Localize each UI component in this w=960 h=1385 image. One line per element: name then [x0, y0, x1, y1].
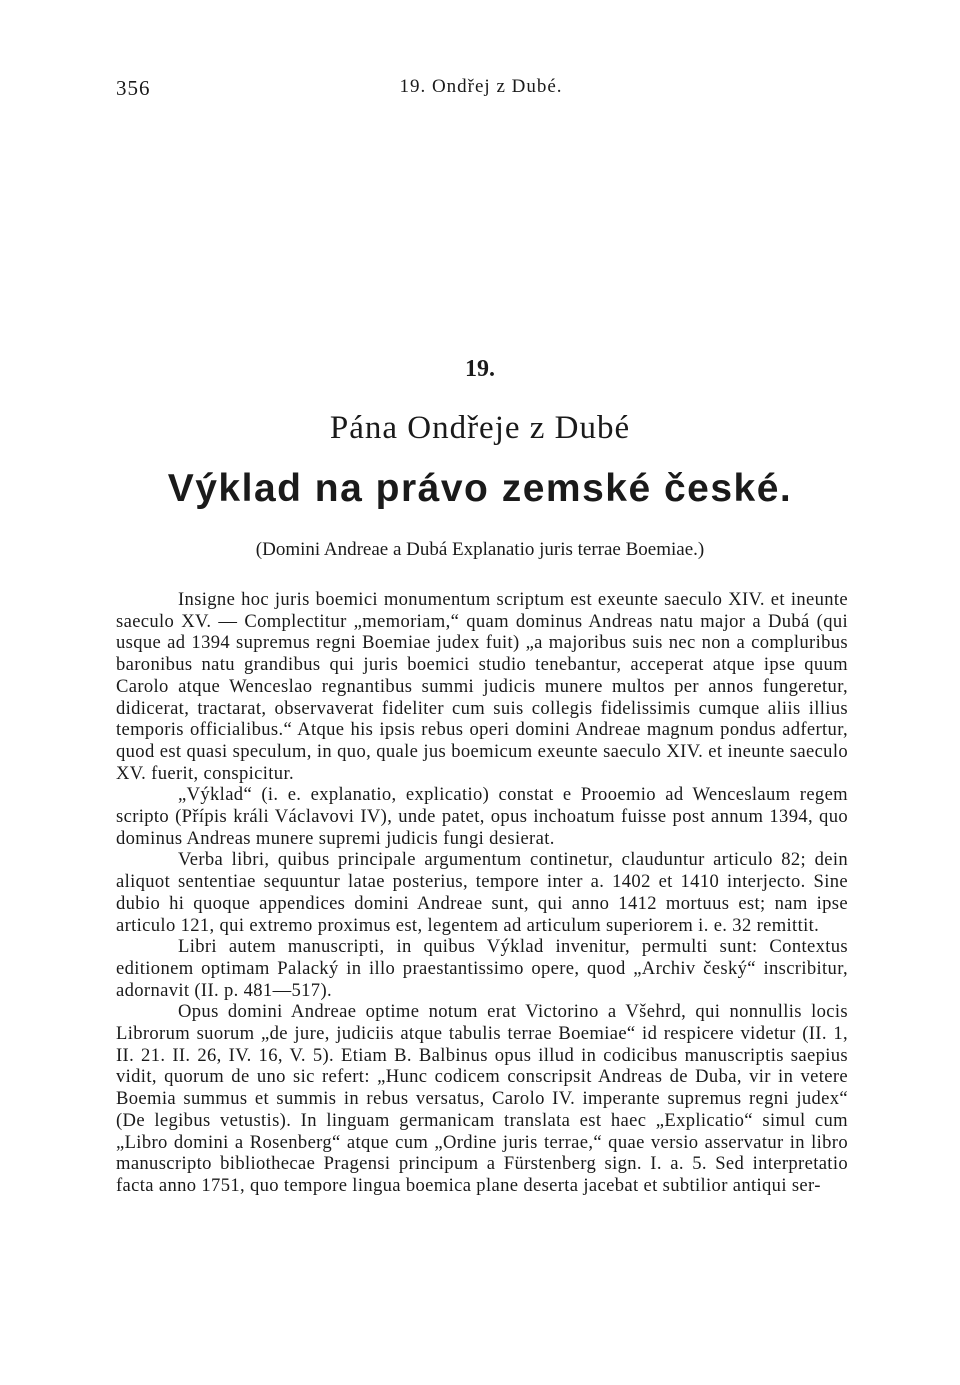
paragraph: Opus domini Andreae optime notum erat Victorino a Všehrd, qui nonnullis locis Librorum suorum „de jure, judiciis atque tabulis terrae Boemiae“ id respicere videtur (II. 1, II. 21. II. 26, IV. 16, V. 5). Etiam B. Balbinus opus illud in codicibus manuscriptis saepius vidit, quorum de uno sic refert: „Hunc codicem conscripsit Andreas de Duba, vir in vetere Boemia summus et summis in rebus versatus, Carolo IV. imperante supremus regni judex“ (De legibus vetustis). In linguam germanicam translata est haec „Explicatio“ simul cum „Libro domini a Rosenberg“ atque cum „Ordine juris terrae,“ quae versio asservatur in libro manuscripto bibliothecae Pragensi principum a Fürstenberg sign. I. a. 5. Sed interpretatio facta anno 1751, quo tempore lingua boemica plane deserta jacebat et subtilior antiqui ser- — [116, 1001, 848, 1196]
body-text — [116, 589, 848, 1197]
paragraph: „Výklad“ (i. e. explanatio, explicatio) constat e Prooemio ad Wenceslaum regem scripto (Přípis králi Václavovi IV), unde patet, opus inchoatum fuisse post annum 1394, quo dominus Andreas munere supremi judicis fungi desierat. — [116, 784, 848, 849]
paragraph: Libri autem manuscripti, in quibus Výklad invenitur, permulti sunt: Contextus editionem optimam Palacký in illo praestantissimo opere, quod „Archiv český“ inscribitur, adornavit (II. p. 481—517). — [116, 936, 848, 1001]
main-title: Výklad na právo zemské české. — [167, 467, 793, 510]
paragraph: Insigne hoc juris boemici monumentum scriptum est exeunte saeculo XIV. et ineunte saeculo XV. — Complectitur „memoriam,“ quam dominus Andreas natu major a Dubá (qui usque ad 1394 supremus regni Boemiae judex fuit) „a majoribus suis nec non a compluribus baronibus natu grandibus qui juris boemici studio tenebantur, acceperat atque ipse quum Carolo atque Wenceslao regnantibus summi judicis munere multos per annos fungeretur, didicerat, tractarat, observaverat fideliter cum suis collegis fidelissimis cumque aliis illius temporis officialibus.“ Atque his ipsis rebus operi domini Andreae magnum pondus adfertur, quod est quasi speculum, in quo, quale jus boemicum exeunte saeculo XIV. et ineunte saeculo XV. fuerit, conspicitur. — [116, 589, 848, 784]
page-header — [116, 76, 846, 104]
latin-subtitle: (Domini Andreae a Dubá Explanatio juris terrae Boemiae.) — [255, 539, 705, 560]
author-title: Pána Ondřeje z Dubé — [329, 410, 631, 446]
running-head: 19. Ondřej z Dubé. — [399, 76, 563, 97]
chapter-number: 19. — [465, 356, 495, 382]
paragraph: Verba libri, quibus principale argumentum continetur, clauduntur articulo 82; dein aliquot sententiae sequuntur latae posterius, tempore inter a. 1402 et 1410 interjecto. Sine dubio hi quoque appendices domini Andreae sunt, qui anno 1412 mortuus est; nam ipse articulo 121, qui extremo proximus est, legentem ad articulum superiorem i. e. 32 remittit. — [116, 849, 848, 936]
page-number: 356 — [116, 76, 151, 100]
